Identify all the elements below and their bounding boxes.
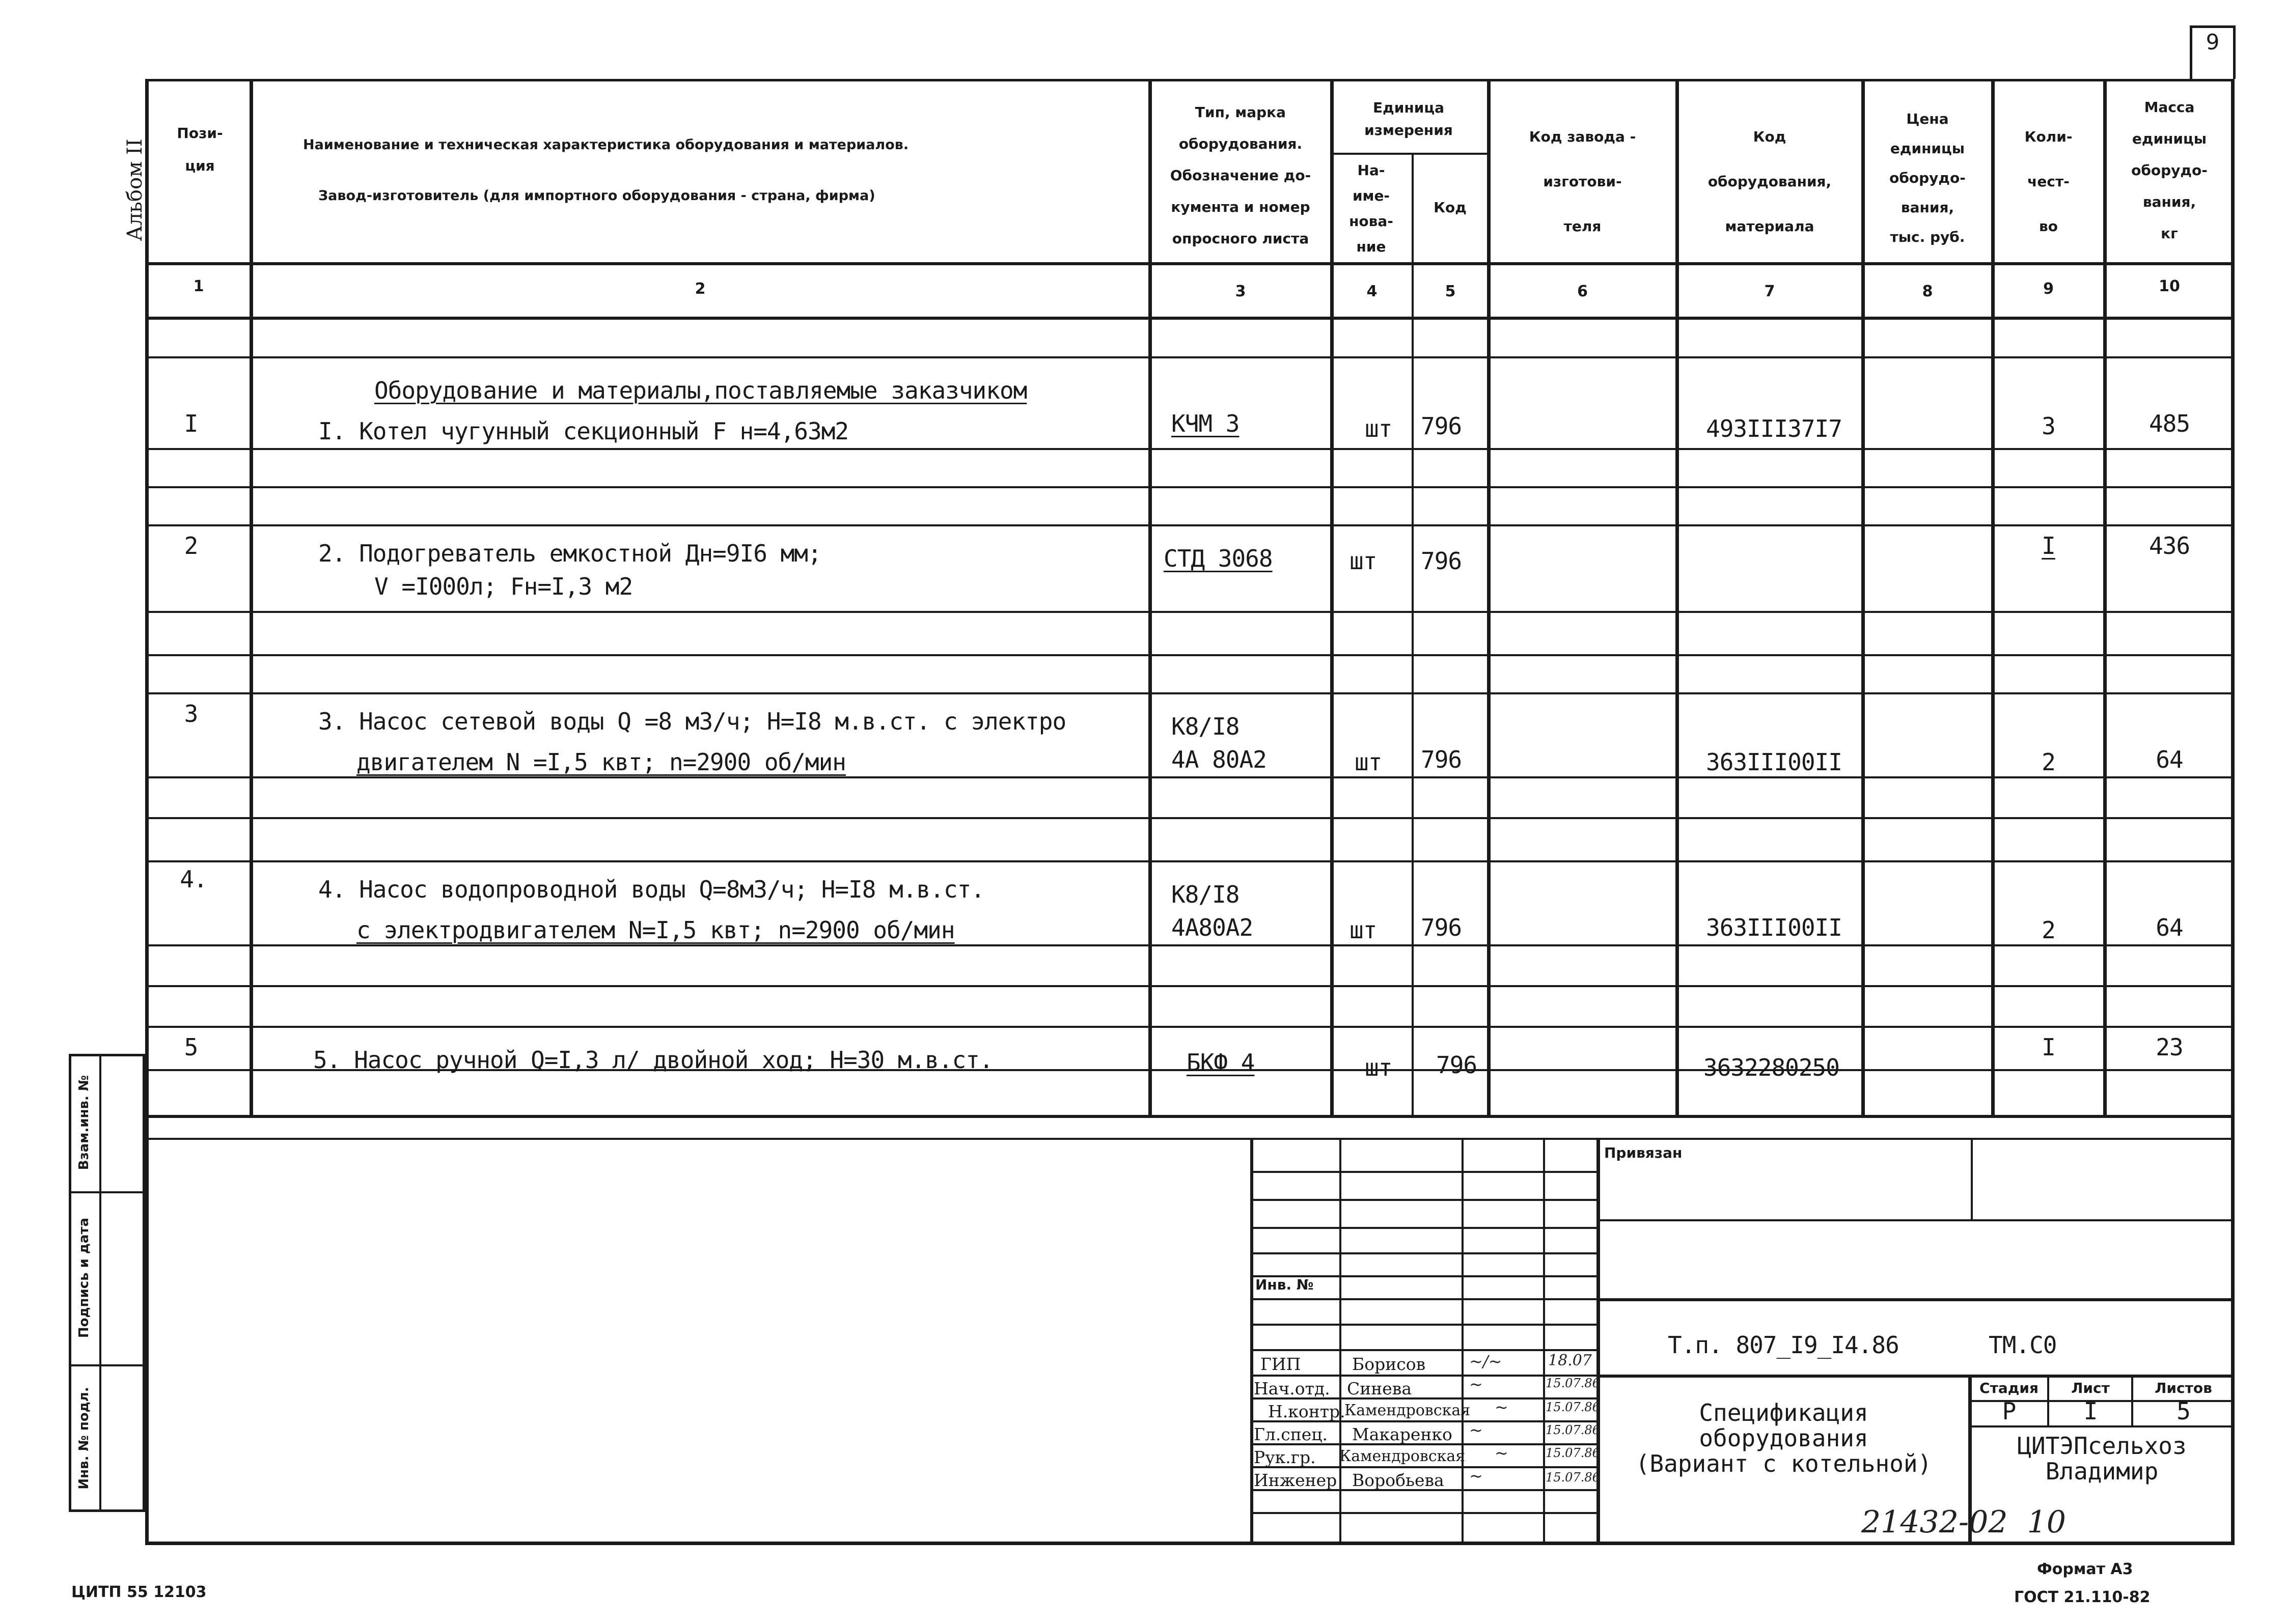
unit-split-line xyxy=(1330,153,1487,155)
signature: ~ xyxy=(1469,1420,1483,1440)
name-ruk-gr: Камендровская xyxy=(1339,1447,1466,1465)
row4-mass: 64 xyxy=(2156,914,2183,941)
row2-name-line2: V =I000л; Fн=I,3 м2 xyxy=(374,573,633,600)
tb-line xyxy=(1250,1324,1596,1326)
hdr-text: оборудо- xyxy=(2131,162,2208,179)
row5-type: БКФ_4 xyxy=(1187,1049,1255,1076)
date-engineer: 15.07.86 xyxy=(1546,1470,1600,1485)
name-n-kontr: Камендровская xyxy=(1344,1402,1471,1419)
row-line xyxy=(145,611,2235,613)
org-line: ЦИТЭПсельхоз xyxy=(2017,1432,2187,1460)
row4-unit: шт xyxy=(1349,916,1377,944)
date-gip: 18.07 xyxy=(1548,1352,1592,1369)
row2-unit: шт xyxy=(1349,547,1377,575)
row4-name-line1: 4. Насос водопроводной воды Q=8м3/ч; Н=I8 м.в.ст. xyxy=(318,876,985,903)
row2-type: СТД 3068 xyxy=(1164,545,1273,572)
hdr-text: Тип, марка xyxy=(1195,104,1286,121)
hdr-text: теля xyxy=(1563,218,1602,235)
tb-line xyxy=(1250,1375,1596,1377)
hdr-text: во xyxy=(2039,218,2058,235)
row3-name-line2: двигателем N =I,5 квт; n=2900 об/мин xyxy=(356,748,846,776)
row-line xyxy=(145,448,2235,450)
col-number: 9 xyxy=(2043,280,2054,298)
organization xyxy=(1971,1433,2233,1484)
col-number: 2 xyxy=(695,280,706,298)
section-title: Оборудование и материалы,поставляемые заказчиком xyxy=(374,377,1027,404)
row4-type-line2: 4А80А2 xyxy=(1171,914,1253,941)
row1-type: КЧМ_3 xyxy=(1171,410,1240,437)
tb-line xyxy=(1250,1252,1596,1254)
role-ruk-gr: Рук.гр. xyxy=(1254,1447,1316,1467)
header-qty xyxy=(1994,115,2103,249)
hdr-text: чест- xyxy=(2027,173,2070,190)
hdr-text: Код xyxy=(1753,128,1786,145)
row-line xyxy=(145,817,2235,819)
tb-line xyxy=(1596,1298,2235,1301)
header-type xyxy=(1152,97,1329,255)
row1-code: 796 xyxy=(1421,412,1462,440)
date-n-kontr: 15.07.86 xyxy=(1546,1400,1600,1414)
sheets-value: 5 xyxy=(2177,1397,2190,1425)
col-number: 3 xyxy=(1235,283,1246,300)
row-line xyxy=(145,944,2235,946)
table-bottom-line xyxy=(145,1115,2235,1118)
stamp-sign-date: Подпись и дата xyxy=(76,1217,92,1338)
sheet-label: Лист xyxy=(2071,1380,2110,1396)
row3-pos: 3 xyxy=(184,700,198,727)
role-gip: ГИП xyxy=(1260,1354,1301,1374)
left-stamp-line xyxy=(69,1364,145,1366)
tb-line xyxy=(1596,1219,2235,1221)
doc-title xyxy=(1599,1400,1968,1476)
name-nach-otd: Синева xyxy=(1347,1379,1412,1398)
doc-title-line: Спецификация xyxy=(1699,1399,1868,1426)
row4-qty: 2 xyxy=(2042,916,2055,944)
date-nach-otd: 15.07.86 xyxy=(1546,1376,1600,1390)
privyazan-label: Привязан xyxy=(1604,1144,1683,1161)
tb-line xyxy=(1250,1171,1596,1173)
row3-mass: 64 xyxy=(2156,746,2183,773)
hdr-text: изготови- xyxy=(1543,173,1622,190)
header-equip-code xyxy=(1678,115,1861,249)
role-gl-spec: Гл.спец. xyxy=(1254,1424,1328,1444)
tb-line xyxy=(2131,1375,2133,1425)
hdr-text: ние xyxy=(1356,238,1386,255)
header-unit-name xyxy=(1332,158,1411,260)
left-stamp-split xyxy=(99,1054,101,1512)
date-gl-spec: 15.07.86 xyxy=(1546,1423,1600,1437)
col-number: 5 xyxy=(1445,283,1456,300)
name-gip: Борисов xyxy=(1352,1354,1426,1374)
role-n-kontr: Н.контр. xyxy=(1268,1402,1345,1421)
stamp-replace-inv: Взам.инв. № xyxy=(76,1075,92,1170)
signature: ~ xyxy=(1495,1397,1508,1417)
hdr-text: оборудования. xyxy=(1178,135,1303,152)
header-price xyxy=(1864,104,1991,252)
row-line xyxy=(145,692,2235,694)
tb-line xyxy=(1968,1425,2235,1427)
row2-code: 796 xyxy=(1421,547,1462,575)
doc-code: ТМ.С0 xyxy=(1989,1331,2057,1359)
tb-line xyxy=(1596,1375,2235,1378)
row5-qty: I xyxy=(2042,1033,2055,1061)
row5-equip-code: 3632280250 xyxy=(1703,1054,1839,1081)
tb-line xyxy=(1250,1199,1596,1201)
role-engineer: Инженер xyxy=(1254,1470,1337,1490)
date-ruk-gr: 15.07.86 xyxy=(1546,1446,1600,1460)
header-name-line2: Завод-изготовитель (для импортного оборудования - страна, фирма) xyxy=(318,188,875,204)
hdr-text: вания, xyxy=(1901,199,1954,216)
signature: ~ xyxy=(1469,1466,1483,1486)
row1-name: I. Котел чугунный секционный F н=4,63м2 xyxy=(318,417,849,445)
doc-title-line: оборудования xyxy=(1699,1424,1868,1452)
row1-pos: I xyxy=(184,410,198,437)
hdr-text: оборудо- xyxy=(1889,170,1966,186)
row-line xyxy=(145,776,2235,778)
row5-code: 796 xyxy=(1436,1051,1477,1079)
footer-left: ЦИТП 55 12103 xyxy=(71,1583,207,1601)
row3-type-line2: 4А 80А2 xyxy=(1171,746,1266,773)
stamp-inv-original: Инв. № подл. xyxy=(76,1387,92,1490)
hdr-text: ция xyxy=(185,157,215,174)
footer-format: Формат А3 xyxy=(2037,1560,2133,1578)
row4-code: 796 xyxy=(1421,914,1462,941)
header-bottom-line xyxy=(145,262,2235,265)
row-line xyxy=(145,524,2235,526)
hdr-text: оборудования, xyxy=(1707,173,1832,190)
hdr-text: единицы xyxy=(2132,130,2207,147)
row3-code: 796 xyxy=(1421,746,1462,773)
hdr-text: На- xyxy=(1357,162,1385,179)
hdr-text: име- xyxy=(1352,187,1390,204)
header-unit xyxy=(1330,97,1487,142)
sheets-label: Листов xyxy=(2155,1380,2212,1396)
col-number: 8 xyxy=(1922,283,1933,300)
signature: ~ xyxy=(1495,1443,1508,1463)
sheet-value: I xyxy=(2083,1397,2098,1425)
row4-pos: 4. xyxy=(180,865,207,893)
signature: ~ xyxy=(1469,1375,1483,1394)
hdr-text: Обозначение до- xyxy=(1170,167,1311,184)
hdr-text: Пози- xyxy=(177,125,223,142)
footer-gost: ГОСТ 21.110-82 xyxy=(2014,1588,2151,1606)
tb-line xyxy=(2047,1375,2049,1425)
hdr-text: Код завода - xyxy=(1529,128,1636,145)
row4-name-line2: с электродвигателем N=I,5 квт; n=2900 об/мин xyxy=(356,916,955,944)
hdr-text: Коли- xyxy=(2024,128,2073,145)
org-line: Владимир xyxy=(2045,1458,2159,1485)
album-label: Альбом II xyxy=(123,138,147,241)
page-number: 9 xyxy=(2206,30,2220,54)
doc-title-line: (Вариант с котельной) xyxy=(1635,1450,1932,1477)
row4-type-line1: К8/I8 xyxy=(1171,881,1240,908)
tb-line xyxy=(1250,1298,1596,1300)
row2-mass: 436 xyxy=(2149,532,2190,559)
row3-unit: шт xyxy=(1355,748,1382,776)
col-line xyxy=(250,79,253,1115)
row4-equip-code: 363III00II xyxy=(1706,914,1842,941)
header-name-line1: Наименование и техническая характеристика оборудования и материалов. xyxy=(303,137,909,153)
row-line xyxy=(145,860,2235,862)
col-number: 10 xyxy=(2159,277,2180,295)
header-mass xyxy=(2106,92,2233,249)
role-nach-otd: Нач.отд. xyxy=(1254,1379,1330,1398)
row1-unit: шт xyxy=(1365,415,1392,442)
colnum-bottom-line xyxy=(145,317,2235,320)
row5-unit: шт xyxy=(1365,1054,1392,1081)
hdr-text: кг xyxy=(2161,225,2178,242)
col-number: 6 xyxy=(1577,283,1588,300)
col-number: 7 xyxy=(1764,283,1775,300)
col-number: 4 xyxy=(1366,283,1378,300)
row5-mass: 23 xyxy=(2156,1033,2183,1061)
hdr-text: вания, xyxy=(2142,193,2196,210)
row-line xyxy=(145,1026,2235,1028)
row3-equip-code: 363III00II xyxy=(1706,748,1842,776)
tb-line xyxy=(1250,1512,1596,1514)
hdr-text: Цена xyxy=(1906,110,1949,127)
tb-line xyxy=(1250,1227,1596,1229)
row5-name: 5. Насос ручной Q=I,3 л/ двойной ход; Н=30 м.в.ст. xyxy=(313,1046,993,1074)
row3-name-line1: 3. Насос сетевой воды Q =8 м3/ч; Н=I8 м.в.ст. с электро xyxy=(318,708,1066,735)
header-position xyxy=(153,117,247,182)
stage-label: Стадия xyxy=(1979,1380,2039,1396)
col-number: 1 xyxy=(193,277,204,295)
inv-no-label: Инв. № xyxy=(1255,1276,1314,1293)
hdr-text: Единица xyxy=(1373,99,1444,116)
name-engineer: Воробьева xyxy=(1352,1470,1444,1490)
col-line xyxy=(1148,79,1152,1115)
tb-line xyxy=(1250,1349,1596,1351)
hdr-text: материала xyxy=(1725,218,1814,235)
name-gl-spec: Макаренко xyxy=(1352,1424,1452,1444)
hdr-text: тыс. руб. xyxy=(1890,229,1965,245)
row3-qty: 2 xyxy=(2042,748,2055,776)
hdr-text: измерения xyxy=(1364,122,1453,138)
row2-pos: 2 xyxy=(184,532,198,559)
hdr-text: нова- xyxy=(1349,213,1393,230)
row1-qty: 3 xyxy=(2042,412,2055,440)
signature: ~/~ xyxy=(1469,1352,1502,1371)
row-line xyxy=(145,985,2235,987)
hdr-text: кумента и номер xyxy=(1171,199,1310,215)
row-line xyxy=(145,486,2235,488)
row3-type-line1: К8/I8 xyxy=(1171,713,1240,740)
row-line xyxy=(145,654,2235,656)
doc-number: Т.п. 807_I9_I4.86 xyxy=(1668,1331,1899,1359)
table-top-line xyxy=(145,79,2235,81)
hdr-text: опросного листа xyxy=(1172,230,1309,247)
header-factory-code xyxy=(1490,115,1675,249)
row2-name-line1: 2. Подогреватель емкостной Дн=9I6 мм; xyxy=(318,540,821,567)
stage-value: Р xyxy=(2002,1397,2016,1425)
header-unit-code: Код xyxy=(1434,199,1467,216)
hdr-text: Масса xyxy=(2144,99,2195,116)
row-line xyxy=(145,356,2235,358)
left-stamp-line xyxy=(69,1191,145,1193)
row2-qty: I xyxy=(2042,532,2055,559)
row1-mass: 485 xyxy=(2149,410,2190,437)
hdr-text: единицы xyxy=(1890,140,1965,157)
row5-pos: 5 xyxy=(184,1033,198,1061)
tb-line xyxy=(1971,1138,1973,1219)
handwritten-ref: 21432-02 10 xyxy=(1861,1504,2066,1540)
row1-equip-code: 493III37I7 xyxy=(1706,415,1842,442)
